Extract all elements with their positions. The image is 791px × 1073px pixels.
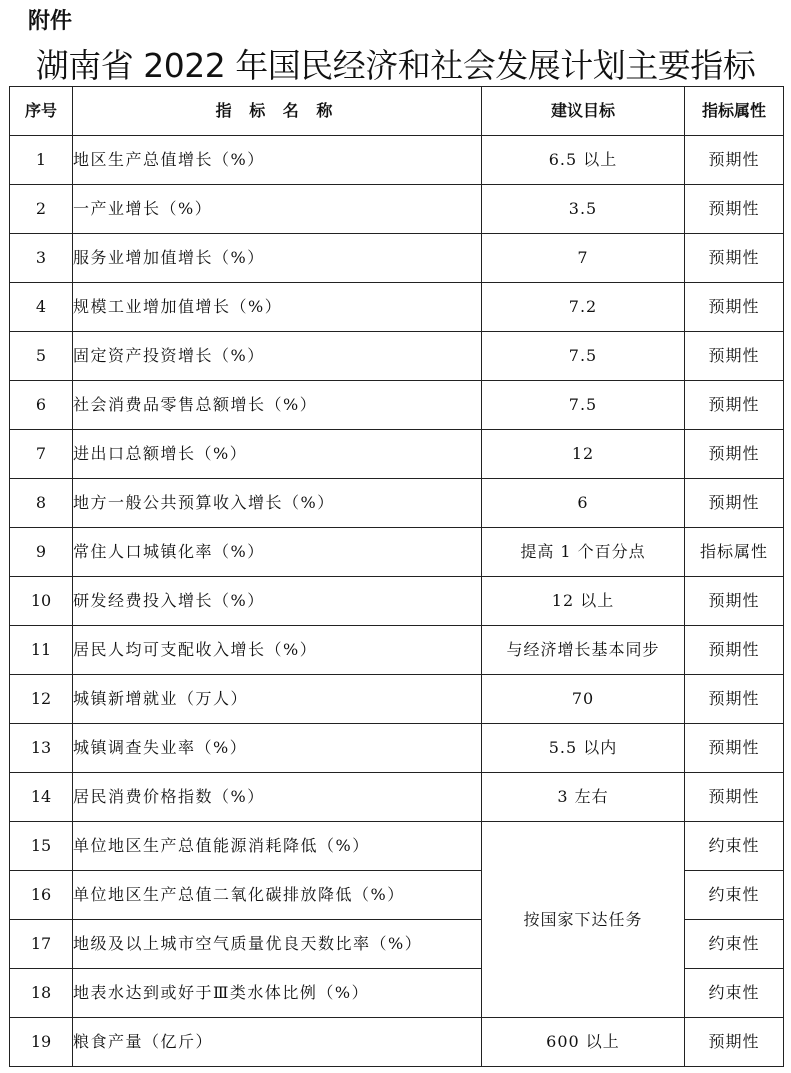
row-target: 70 bbox=[482, 675, 685, 724]
row-attribute: 预期性 bbox=[685, 381, 784, 430]
row-seq: 17 bbox=[10, 920, 73, 969]
table-row bbox=[10, 479, 784, 528]
row-attribute: 预期性 bbox=[685, 1018, 784, 1067]
row-attribute: 预期性 bbox=[685, 430, 784, 479]
row-attribute: 约束性 bbox=[685, 969, 784, 1018]
row-seq: 6 bbox=[10, 381, 73, 430]
table-row bbox=[10, 283, 784, 332]
row-target: 7.2 bbox=[482, 283, 685, 332]
row-seq: 4 bbox=[10, 283, 73, 332]
row-indicator-name: 进出口总额增长（%） bbox=[73, 430, 482, 479]
row-indicator-name: 粮食产量（亿斤） bbox=[73, 1018, 482, 1067]
table-row bbox=[10, 1018, 784, 1067]
row-seq: 2 bbox=[10, 185, 73, 234]
row-attribute: 约束性 bbox=[685, 822, 784, 871]
header-name: 指 标 名 称 bbox=[73, 87, 482, 136]
row-seq: 9 bbox=[10, 528, 73, 577]
table-row bbox=[10, 724, 784, 773]
row-attribute: 预期性 bbox=[685, 332, 784, 381]
row-indicator-name: 城镇新增就业（万人） bbox=[73, 675, 482, 724]
row-indicator-name: 单位地区生产总值二氧化碳排放降低（%） bbox=[73, 871, 482, 920]
row-target: 3.5 bbox=[482, 185, 685, 234]
row-indicator-name: 研发经费投入增长（%） bbox=[73, 577, 482, 626]
table-row bbox=[10, 577, 784, 626]
table-row bbox=[10, 234, 784, 283]
row-indicator-name: 规模工业增加值增长（%） bbox=[73, 283, 482, 332]
table-row bbox=[10, 626, 784, 675]
row-seq: 7 bbox=[10, 430, 73, 479]
header-seq: 序号 bbox=[10, 87, 73, 136]
row-seq: 15 bbox=[10, 822, 73, 871]
table-row bbox=[10, 822, 784, 871]
row-attribute: 预期性 bbox=[685, 773, 784, 822]
row-indicator-name: 社会消费品零售总额增长（%） bbox=[73, 381, 482, 430]
row-attribute: 约束性 bbox=[685, 920, 784, 969]
row-indicator-name: 地方一般公共预算收入增长（%） bbox=[73, 479, 482, 528]
row-attribute: 预期性 bbox=[685, 234, 784, 283]
row-seq: 19 bbox=[10, 1018, 73, 1067]
row-attribute: 预期性 bbox=[685, 283, 784, 332]
row-target: 6.5 以上 bbox=[482, 136, 685, 185]
row-indicator-name: 城镇调查失业率（%） bbox=[73, 724, 482, 773]
table-row bbox=[10, 773, 784, 822]
row-target: 12 以上 bbox=[482, 577, 685, 626]
row-seq: 16 bbox=[10, 871, 73, 920]
row-indicator-name: 地级及以上城市空气质量优良天数比率（%） bbox=[73, 920, 482, 969]
attachment-label: 附件 bbox=[28, 9, 73, 34]
row-indicator-name: 常住人口城镇化率（%） bbox=[73, 528, 482, 577]
row-attribute: 预期性 bbox=[685, 675, 784, 724]
row-indicator-name: 地表水达到或好于Ⅲ类水体比例（%） bbox=[73, 969, 482, 1018]
table-row bbox=[10, 381, 784, 430]
row-attribute: 预期性 bbox=[685, 577, 784, 626]
row-attribute: 约束性 bbox=[685, 871, 784, 920]
row-attribute: 预期性 bbox=[685, 724, 784, 773]
row-target: 7.5 bbox=[482, 381, 685, 430]
row-seq: 18 bbox=[10, 969, 73, 1018]
row-indicator-name: 服务业增加值增长（%） bbox=[73, 234, 482, 283]
row-seq: 8 bbox=[10, 479, 73, 528]
row-seq: 12 bbox=[10, 675, 73, 724]
row-target: 7 bbox=[482, 234, 685, 283]
row-indicator-name: 地区生产总值增长（%） bbox=[73, 136, 482, 185]
row-attribute: 预期性 bbox=[685, 185, 784, 234]
row-indicator-name: 一产业增长（%） bbox=[73, 185, 482, 234]
table-row bbox=[10, 332, 784, 381]
row-target: 6 bbox=[482, 479, 685, 528]
row-seq: 5 bbox=[10, 332, 73, 381]
table-row bbox=[10, 430, 784, 479]
row-target: 12 bbox=[482, 430, 685, 479]
table-row bbox=[10, 136, 784, 185]
row-seq: 3 bbox=[10, 234, 73, 283]
row-seq: 11 bbox=[10, 626, 73, 675]
indicators-table bbox=[9, 86, 784, 1067]
row-attribute: 指标属性 bbox=[685, 528, 784, 577]
row-target: 与经济增长基本同步 bbox=[482, 626, 685, 675]
row-target: 提高 1 个百分点 bbox=[482, 528, 685, 577]
table-row bbox=[10, 675, 784, 724]
row-target: 5.5 以内 bbox=[482, 724, 685, 773]
row-target: 600 以上 bbox=[482, 1018, 685, 1067]
row-attribute: 预期性 bbox=[685, 626, 784, 675]
table-body bbox=[10, 136, 784, 1067]
row-target: 7.5 bbox=[482, 332, 685, 381]
row-attribute: 预期性 bbox=[685, 479, 784, 528]
header-target: 建议目标 bbox=[482, 87, 685, 136]
table-row bbox=[10, 528, 784, 577]
page-title: 湖南省 2022 年国民经济和社会发展计划主要指标 bbox=[35, 46, 756, 85]
row-indicator-name: 居民人均可支配收入增长（%） bbox=[73, 626, 482, 675]
row-seq: 14 bbox=[10, 773, 73, 822]
row-attribute: 预期性 bbox=[685, 136, 784, 185]
row-seq: 13 bbox=[10, 724, 73, 773]
row-indicator-name: 居民消费价格指数（%） bbox=[73, 773, 482, 822]
row-target: 3 左右 bbox=[482, 773, 685, 822]
row-indicator-name: 单位地区生产总值能源消耗降低（%） bbox=[73, 822, 482, 871]
row-seq: 10 bbox=[10, 577, 73, 626]
table-row bbox=[10, 185, 784, 234]
row-seq: 1 bbox=[10, 136, 73, 185]
table-header-row bbox=[10, 87, 784, 136]
merged-target-cell: 按国家下达任务 bbox=[482, 822, 685, 1018]
row-indicator-name: 固定资产投资增长（%） bbox=[73, 332, 482, 381]
header-attribute: 指标属性 bbox=[685, 87, 784, 136]
